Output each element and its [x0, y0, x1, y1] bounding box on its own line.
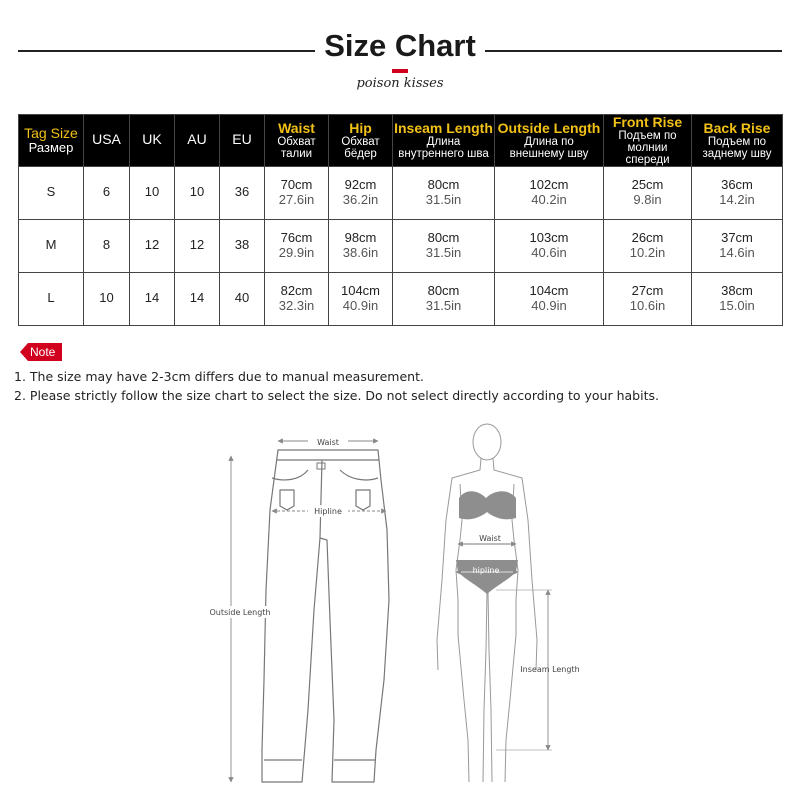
cell-eu: 40: [220, 272, 265, 325]
cell-inseam: 80cm 31.5in: [393, 219, 495, 272]
col-header-outside-length: Outside Length Длина по внешнему шву: [495, 115, 604, 167]
col-header-front-rise: Front Rise Подъем по молнии спереди: [604, 115, 692, 167]
cell-waist: 70cm 27.6in: [265, 166, 329, 219]
body-waist-label: Waist: [479, 534, 501, 543]
cell-usa: 10: [84, 272, 130, 325]
body-figure: [437, 424, 537, 782]
cell-back-rise: 38cm 15.0in: [692, 272, 783, 325]
note-badge-label: Note: [30, 345, 56, 359]
note-badge: [20, 343, 62, 361]
col-header-usa: USA: [84, 115, 130, 167]
header-rule-left: [18, 50, 315, 52]
header: [0, 0, 800, 110]
cell-outside: 102cm 40.2in: [495, 166, 604, 219]
bra-shape: [459, 491, 516, 519]
cell-uk: 12: [130, 219, 175, 272]
cell-back-rise: 36cm 14.2in: [692, 166, 783, 219]
table-row: [19, 219, 783, 272]
cell-waist: 82cm 32.3in: [265, 272, 329, 325]
cell-size: M: [19, 219, 84, 272]
title-accent-bar: [392, 69, 408, 73]
pants-waist-label: Waist: [317, 438, 339, 447]
col-header-eu: EU: [220, 115, 265, 167]
cell-eu: 36: [220, 166, 265, 219]
note-line-1: 1. The size may have 2-3cm differs due to manual measurement.: [14, 369, 424, 384]
header-rule-right: [485, 50, 782, 52]
col-header-uk: UK: [130, 115, 175, 167]
col-header-tag-size: Tag Size Размер: [19, 115, 84, 167]
page-title: Size Chart: [324, 28, 476, 63]
measurement-diagram: [190, 420, 610, 796]
cell-back-rise: 37cm 14.6in: [692, 219, 783, 272]
cell-inseam: 80cm 31.5in: [393, 272, 495, 325]
cell-eu: 38: [220, 219, 265, 272]
body-waist-marker: [458, 534, 516, 544]
cell-waist: 76cm 29.9in: [265, 219, 329, 272]
cell-usa: 6: [84, 166, 130, 219]
col-header-au: AU: [175, 115, 220, 167]
brand-name: poison kisses: [356, 76, 444, 91]
col-header-inseam-length: Inseam Length Длина внутреннего шва: [393, 115, 495, 167]
cell-size: S: [19, 166, 84, 219]
cell-hip: 92cm 36.2in: [329, 166, 393, 219]
cell-front-rise: 27cm 10.6in: [604, 272, 692, 325]
col-header-back-rise: Back Rise Подъем по заднему шву: [692, 115, 783, 167]
cell-outside: 104cm 40.9in: [495, 272, 604, 325]
cell-size: L: [19, 272, 84, 325]
cell-hip: 98cm 38.6in: [329, 219, 393, 272]
note-line-2: 2. Please strictly follow the size chart to select the size. Do not select directly according to your habits.: [14, 388, 659, 403]
pants-hipline-label: Hipline: [314, 507, 342, 516]
cell-outside: 103cm 40.6in: [495, 219, 604, 272]
col-header-waist: Waist Обхват талии: [265, 115, 329, 167]
inseam-length-label: Inseam Length: [520, 665, 580, 674]
outside-length-label: Outside Length: [209, 608, 271, 617]
col-header-hip: Hip Обхват бёдер: [329, 115, 393, 167]
table-row: [19, 166, 783, 219]
cell-au: 14: [175, 272, 220, 325]
inseam-length-marker: [496, 590, 580, 750]
jeans-drawing: [262, 450, 389, 782]
cell-hip: 104cm 40.9in: [329, 272, 393, 325]
cell-au: 10: [175, 166, 220, 219]
size-chart-table: [18, 114, 783, 326]
cell-usa: 8: [84, 219, 130, 272]
cell-front-rise: 25cm 9.8in: [604, 166, 692, 219]
cell-uk: 14: [130, 272, 175, 325]
table-row: [19, 272, 783, 325]
body-hipline-label: hipline: [472, 566, 500, 575]
cell-inseam: 80cm 31.5in: [393, 166, 495, 219]
pants-waist-marker: [278, 435, 378, 447]
outside-length-marker: [204, 456, 274, 782]
cell-uk: 10: [130, 166, 175, 219]
cell-au: 12: [175, 219, 220, 272]
cell-front-rise: 26cm 10.2in: [604, 219, 692, 272]
table-header-row: [19, 115, 783, 167]
